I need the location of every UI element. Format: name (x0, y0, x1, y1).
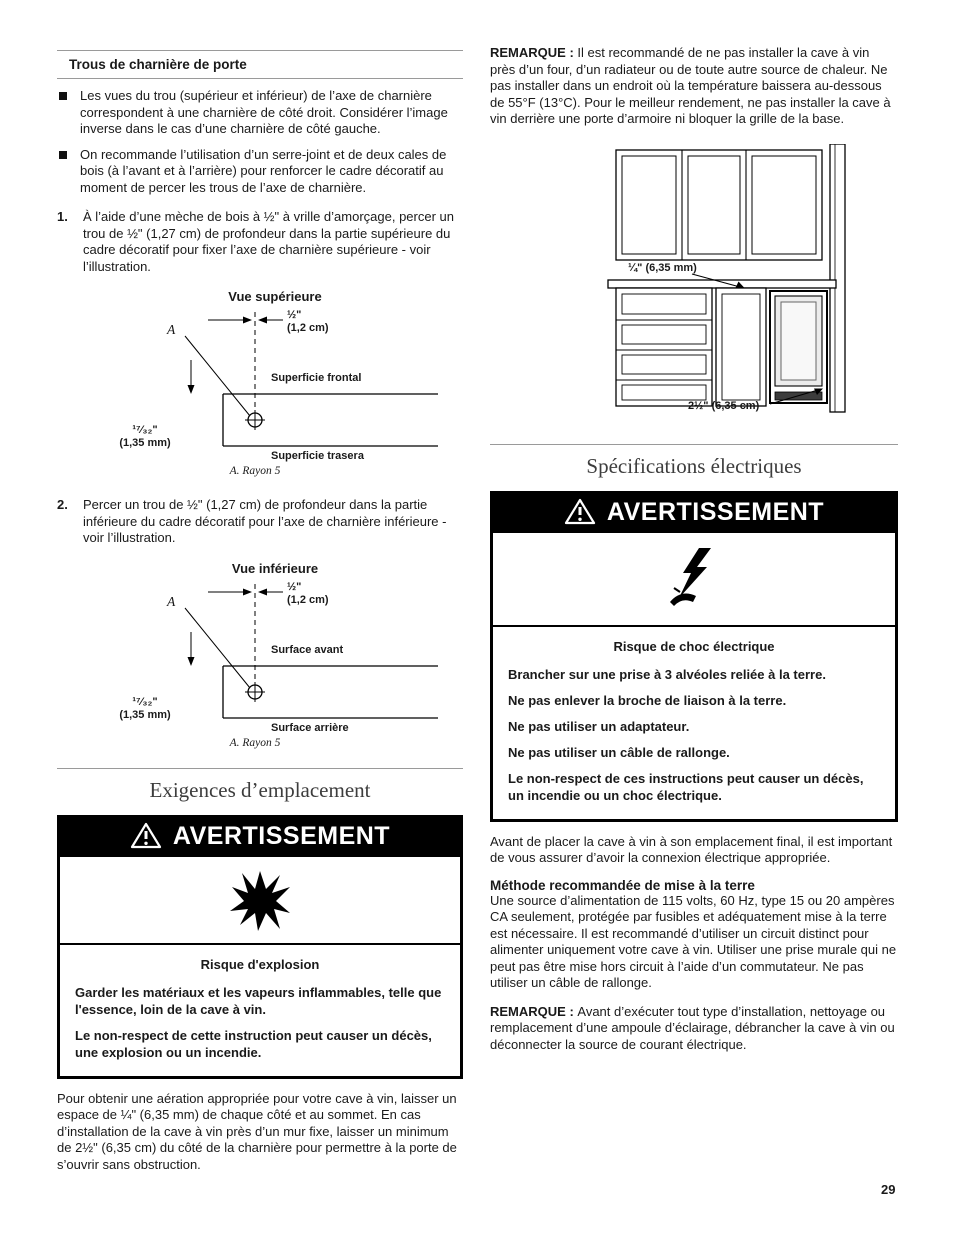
warning-icon-area (493, 533, 895, 627)
grounding-method-heading: Méthode recommandée de mise à la terre (490, 877, 755, 893)
step-number: 1. (57, 209, 68, 224)
numbered-step (57, 497, 463, 547)
warning-body (60, 945, 460, 1076)
warning-box-electric-shock (490, 491, 898, 822)
diagram-title-bottom-view: Vue inférieure (231, 560, 319, 576)
width-dimension-label (287, 309, 329, 335)
dimension-metric: (1,35 mm) (119, 708, 171, 721)
warning-line: Ne pas utiliser un adaptateur. (508, 718, 690, 734)
warning-line: Le non-respect de cette instruction peut causer un décès, une explosion ou un incendie. (75, 1027, 432, 1060)
diagram-caption: A. Rayon 5 (229, 736, 281, 749)
warning-triangle-icon (130, 822, 162, 850)
callout-a-label: A (167, 322, 176, 337)
location-paragraph: Pour obtenir une aération appropriée pour votre cave à vin, laisser un espace de ¼" (6,35 mm) de chaque côté et au sommet. En cas d’installation de la cave à vin près d’un mur fixe, laisser un minimum de 2½" (6,35 cm) du côté de la charnière pour permettre à la porte de s’ouvrir sans obstruction. (57, 1090, 457, 1172)
bullet-item (59, 147, 463, 197)
cabinet-drawing (594, 144, 894, 436)
note-label: REMARQUE : (490, 45, 578, 60)
section-rule (57, 768, 463, 769)
dimension-metric: (1,35 mm) (119, 437, 171, 449)
warning-box-explosion (57, 815, 463, 1079)
front-surface-label: Superficie frontal (271, 372, 362, 384)
side-gap-dimension-label: 2½" (6,35 cm) (688, 399, 760, 412)
section-title-electrical-specs: Spécifications électriques (586, 453, 802, 478)
warning-header (60, 818, 460, 857)
dimension-value: ½" (287, 580, 302, 593)
dimension-value: ¹⁷⁄₃₂" (132, 424, 158, 436)
width-dimension-label (287, 581, 329, 607)
callout-a-label: A (167, 593, 176, 609)
diagram-caption: A. Rayon 5 (229, 465, 281, 477)
section-rule-bottom (57, 78, 463, 79)
warning-triangle-icon (564, 498, 596, 526)
rear-surface-label: Superficie trasera (271, 450, 364, 462)
warning-risk: Risque de choc électrique (613, 638, 775, 654)
depth-dimension-label (105, 424, 185, 450)
dimension-value: ½" (287, 309, 302, 321)
dimension-metric: (1,2 cm) (287, 322, 329, 334)
electric-shock-icon (666, 548, 722, 610)
dimension-metric: (1,2 cm) (287, 593, 329, 606)
dimension-value: ¹⁷⁄₃₂" (132, 695, 158, 708)
top-gap-dimension-label: ¼" (6,35 mm) (628, 261, 697, 274)
note-label: REMARQUE : (490, 1003, 578, 1019)
bullet-square-icon (59, 151, 67, 159)
bullet-text: Les vues du trou (supérieur et inférieur) de l’axe de charnière correspondent à une charnière de côté droit. Considérer l’image inverse dans le cas d’une charnière de côté gauche. (80, 88, 448, 136)
bullet-item (59, 88, 463, 138)
hinge-hole-bottom-view-diagram (105, 578, 445, 756)
warning-line: Brancher sur une prise à 3 alvéoles reliée à la terre. (508, 666, 826, 682)
warning-line: Ne pas utiliser un câble de rallonge. (508, 744, 730, 760)
cabinet-installation-diagram (594, 144, 894, 436)
grounding-method-text: Une source d’alimentation de 115 volts, 60 Hz, type 15 ou 20 ampères CA seulement, protégée par fusibles et adéquatement mise à la terre est nécessaire. Il est recommandé d’utiliser un circuit distinct pour alimenter uniquement votre cave à vin. Utiliser une prise murale qui ne peut pas être mise hors circuit à l’aide d’un commutateur. Ne pas utiliser un câble de rallonge. (490, 892, 897, 990)
warning-body (493, 627, 895, 819)
step-text: À l’aide d’une mèche de bois à ½" à vrille d’amorçage, percer un trou de ½" (1,27 cm) de profondeur dans la partie supérieure du cadre décoratif pour fixer l’axe de charnière supérieure - voir l’illustration. (83, 209, 454, 274)
warning-title: AVERTISSEMENT (172, 821, 391, 850)
diagram-title-top-view: Vue supérieure (228, 289, 322, 304)
warning-line: Le non-respect de ces instructions peut causer un décès, un incendie ou un choc électrique. (508, 770, 864, 803)
note-paragraph (490, 1004, 898, 1054)
right-column (490, 45, 898, 1053)
bullet-text: On recommande l’utilisation d’un serre-joint et de deux cales de bois (à l’avant et à l’arrière) pour renforcer le cadre décoratif au moment de percer les trous de l’axe de charnière. (80, 146, 447, 195)
section-rule (490, 444, 898, 445)
note-paragraph (490, 45, 898, 128)
numbered-step (57, 209, 463, 275)
warning-line: Garder les matériaux et les vapeurs inflammables, telle que l'essence, loin de la cave à vin. (75, 984, 442, 1017)
note-text: Il est recommandé de ne pas installer la cave à vin près d’un four, d’un radiateur ou de toute autre source de chaleur. Ne pas installer dans un endroit où la température baissera au-dessous de 55°F (13°C). Pour le meilleur rendement, ne pas installer la cave à vin derrière une porte d’armoire ni bloquer la grille de la base. (490, 45, 891, 126)
front-surface-label: Surface avant (271, 643, 344, 656)
left-column (57, 50, 463, 1173)
step-number: 2. (57, 497, 68, 512)
section-title-location-requirements: Exigences d’emplacement (149, 777, 371, 802)
electrical-paragraph: Avant de placer la cave à vin à son emplacement final, il est important de vous assurer d’avoir la connexion électrique appropriée. (490, 833, 893, 865)
hinge-hole-top-view-diagram (105, 306, 445, 484)
page-number: 29 (881, 1182, 896, 1197)
section-title-hinge-holes: Trous de charnière de porte (69, 57, 247, 72)
bullet-square-icon (59, 92, 67, 100)
step-text: Percer un trou de ½" (1,27 cm) de profondeur dans la partie inférieure du cadre décoratif pour l’axe de charnière inférieure - voir l’illustration. (83, 497, 447, 545)
depth-dimension-label (105, 696, 185, 722)
warning-icon-area (60, 857, 460, 945)
explosion-icon (228, 869, 292, 931)
rear-surface-label: Surface arrière (271, 721, 349, 734)
warning-risk: Risque d'explosion (200, 956, 320, 972)
warning-header (493, 494, 895, 533)
warning-line: Ne pas enlever la broche de liaison à la terre. (508, 692, 787, 708)
warning-title: AVERTISSEMENT (606, 497, 825, 526)
note-text: Avant d’exécuter tout type d’installation, nettoyage ou remplacement d’une ampoule d’éclairage, débrancher la cave à vin ou déconnecter la source de courant électrique. (490, 1003, 895, 1052)
